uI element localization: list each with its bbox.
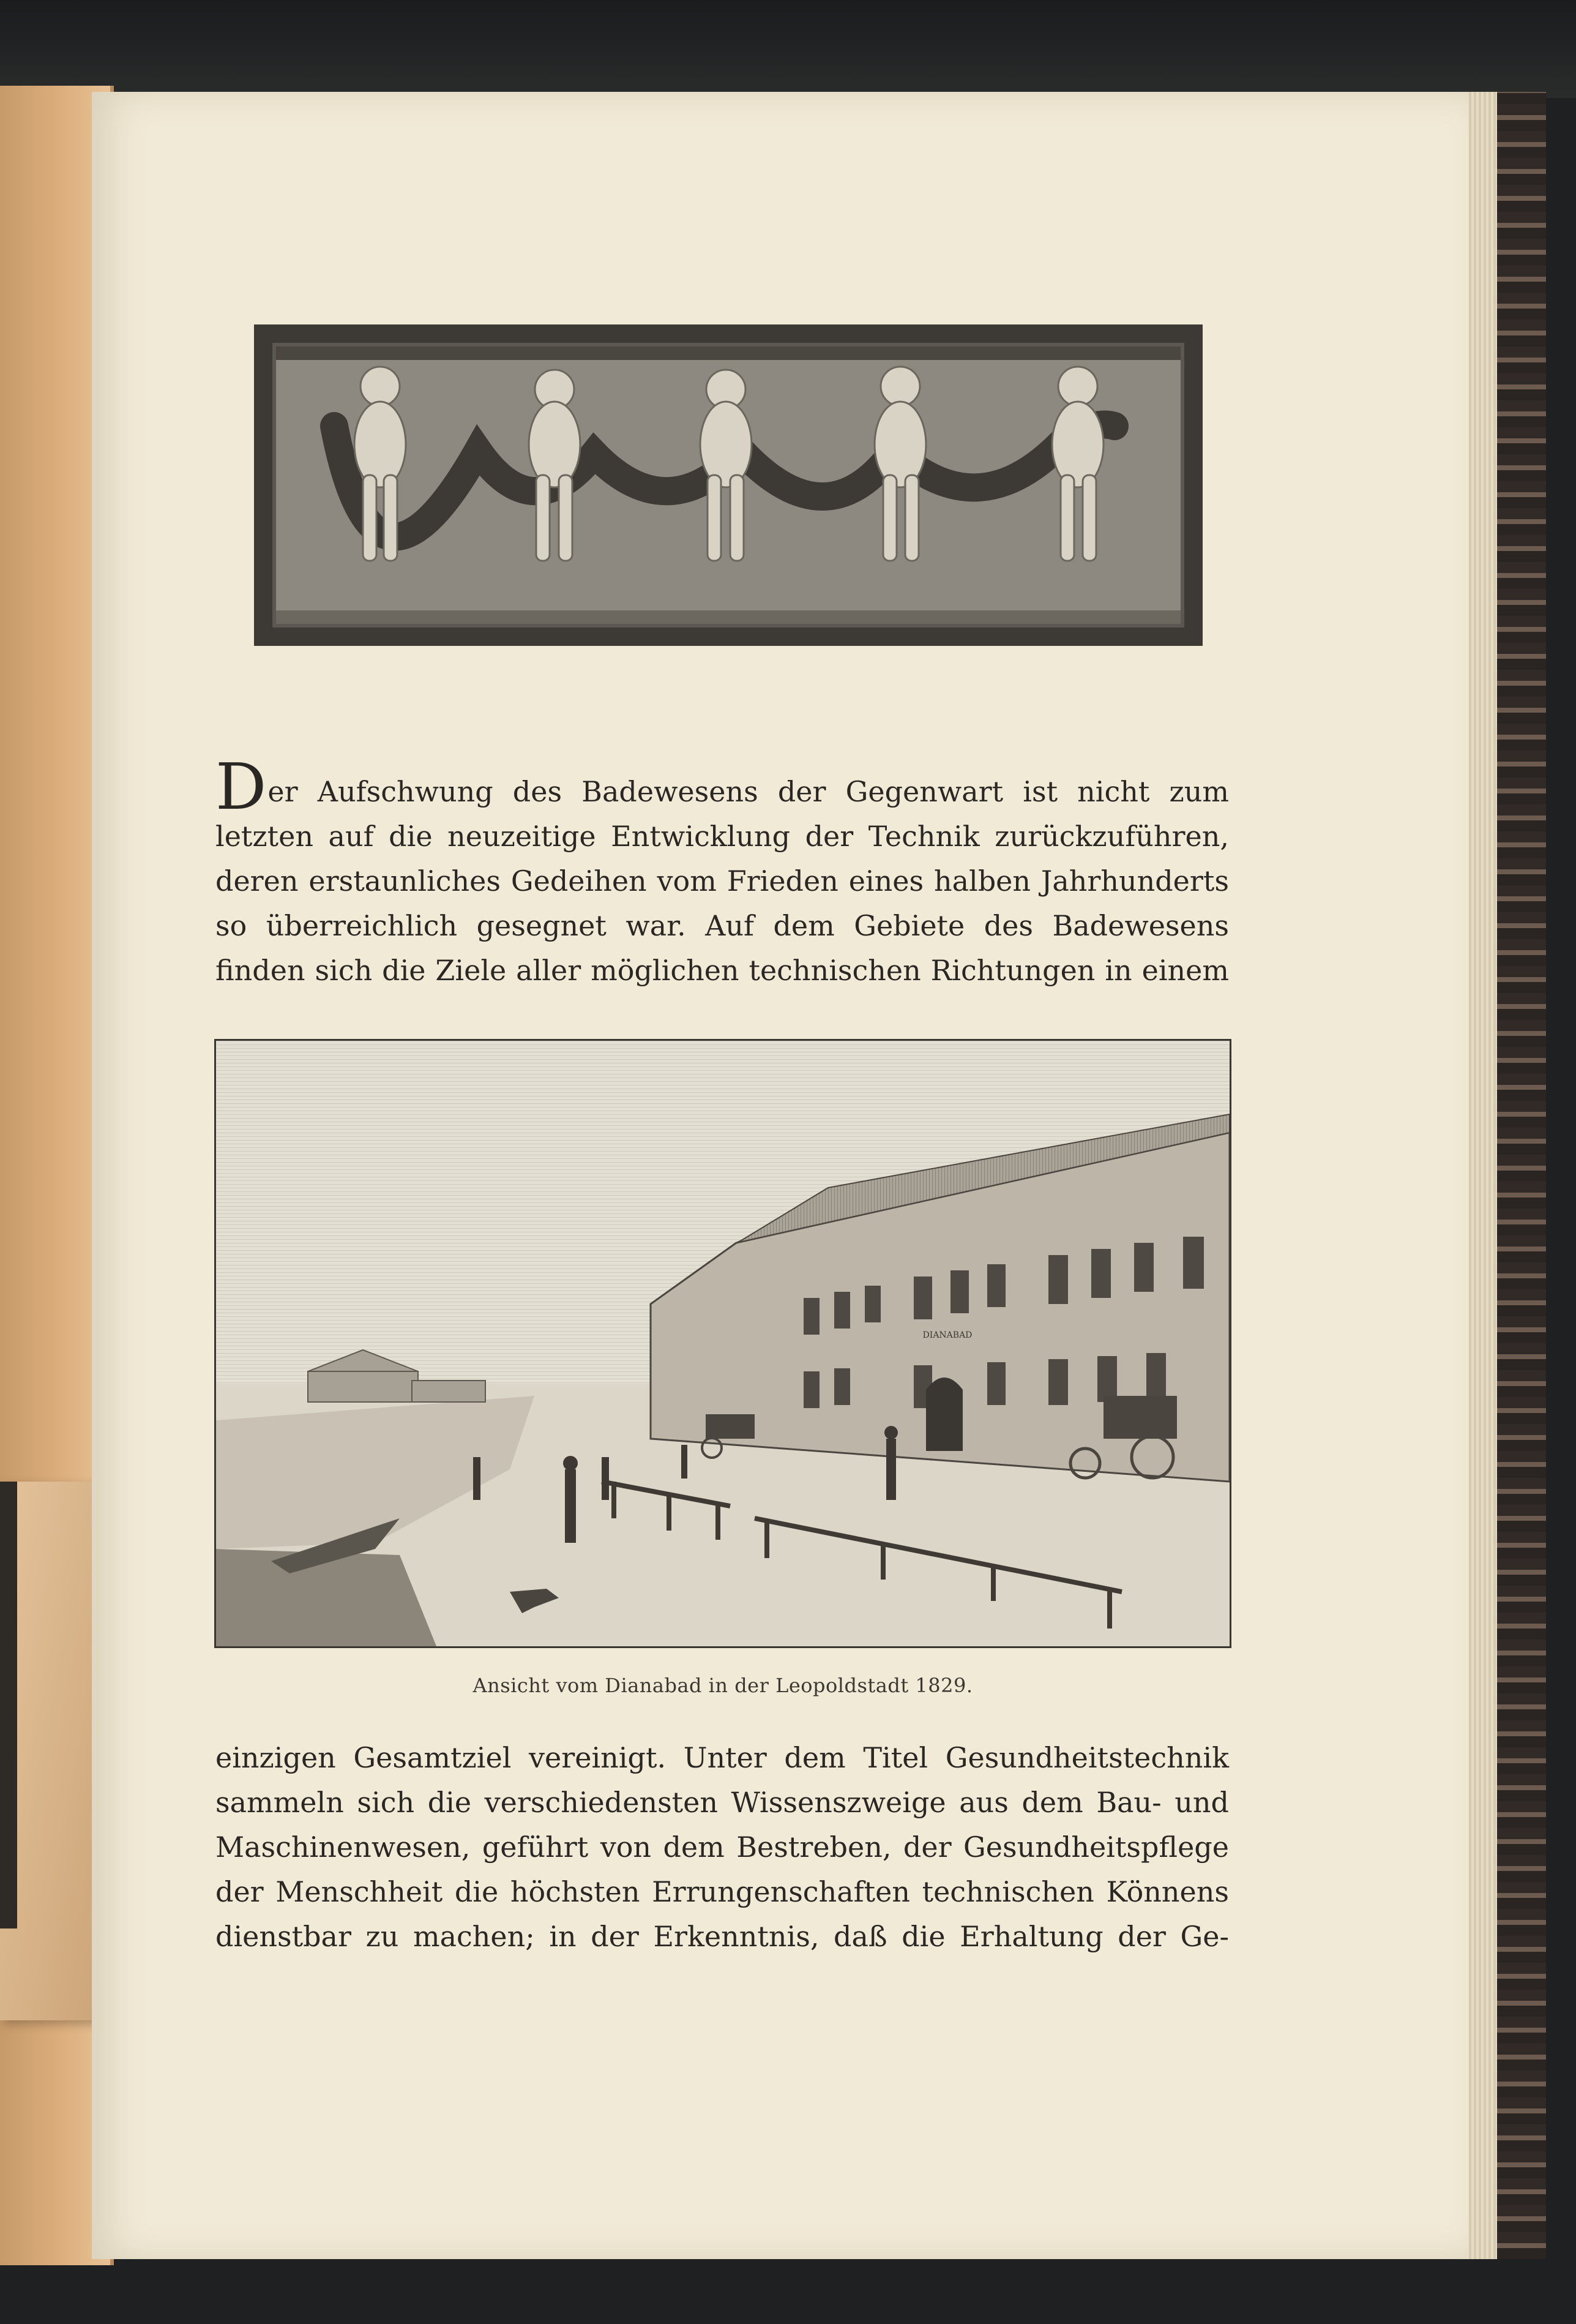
text-line	[215, 749, 1229, 824]
putti-frieze-illustration	[254, 324, 1203, 646]
dianabad-engraving	[214, 1039, 1231, 1648]
building-sign: DIANABAD	[922, 1330, 973, 1340]
book-cover-top	[0, 0, 1576, 98]
text-line: dienstbar zu machen; in der Erkenntnis, daß die Erhaltung der Ge-	[215, 1920, 1229, 1953]
left-dark-strip	[0, 1482, 17, 1929]
paragraph-continuation	[215, 1736, 1229, 1959]
text-line: Maschinenwesen, geführt von dem Bestreben, der Gesundheitspflege	[215, 1831, 1229, 1864]
text-line: so überreichlich gesegnet war. Auf dem Gebiete des Badewesens	[215, 909, 1229, 942]
text-line-content: er Aufschwung des Badewesens der Gegenwart ist nicht zum	[267, 775, 1229, 808]
text-line: deren erstaunliches Gedeihen vom Frieden eines halben Jahrhunderts	[215, 864, 1229, 898]
book-spine-edge	[1497, 92, 1546, 2259]
frieze-panel	[272, 343, 1184, 628]
building-doorway	[926, 1378, 963, 1451]
text-line: letzten auf die neuzeitige Entwicklung der Technik zurückzuführen,	[215, 820, 1229, 853]
text-line: der Menschheit die höchsten Errungenschaften technischen Könnens	[215, 1875, 1229, 1908]
frieze-relief	[276, 347, 1181, 624]
paragraph-intro	[215, 749, 1229, 993]
text-line: sammeln sich die verschiedensten Wissenszweige aus dem Bau- und	[215, 1786, 1229, 1819]
engraving-caption: Ansicht vom Dianabad in der Leopoldstadt 1829.	[472, 1674, 973, 1697]
text-line: finden sich die Ziele aller möglichen technischen Richtungen in einem	[215, 954, 1229, 987]
engraving-scene	[216, 1041, 1230, 1646]
text-line: einzigen Gesamtziel vereinigt. Unter dem Titel Gesundheitstechnik	[215, 1741, 1229, 1774]
drop-cap: D	[215, 749, 267, 824]
